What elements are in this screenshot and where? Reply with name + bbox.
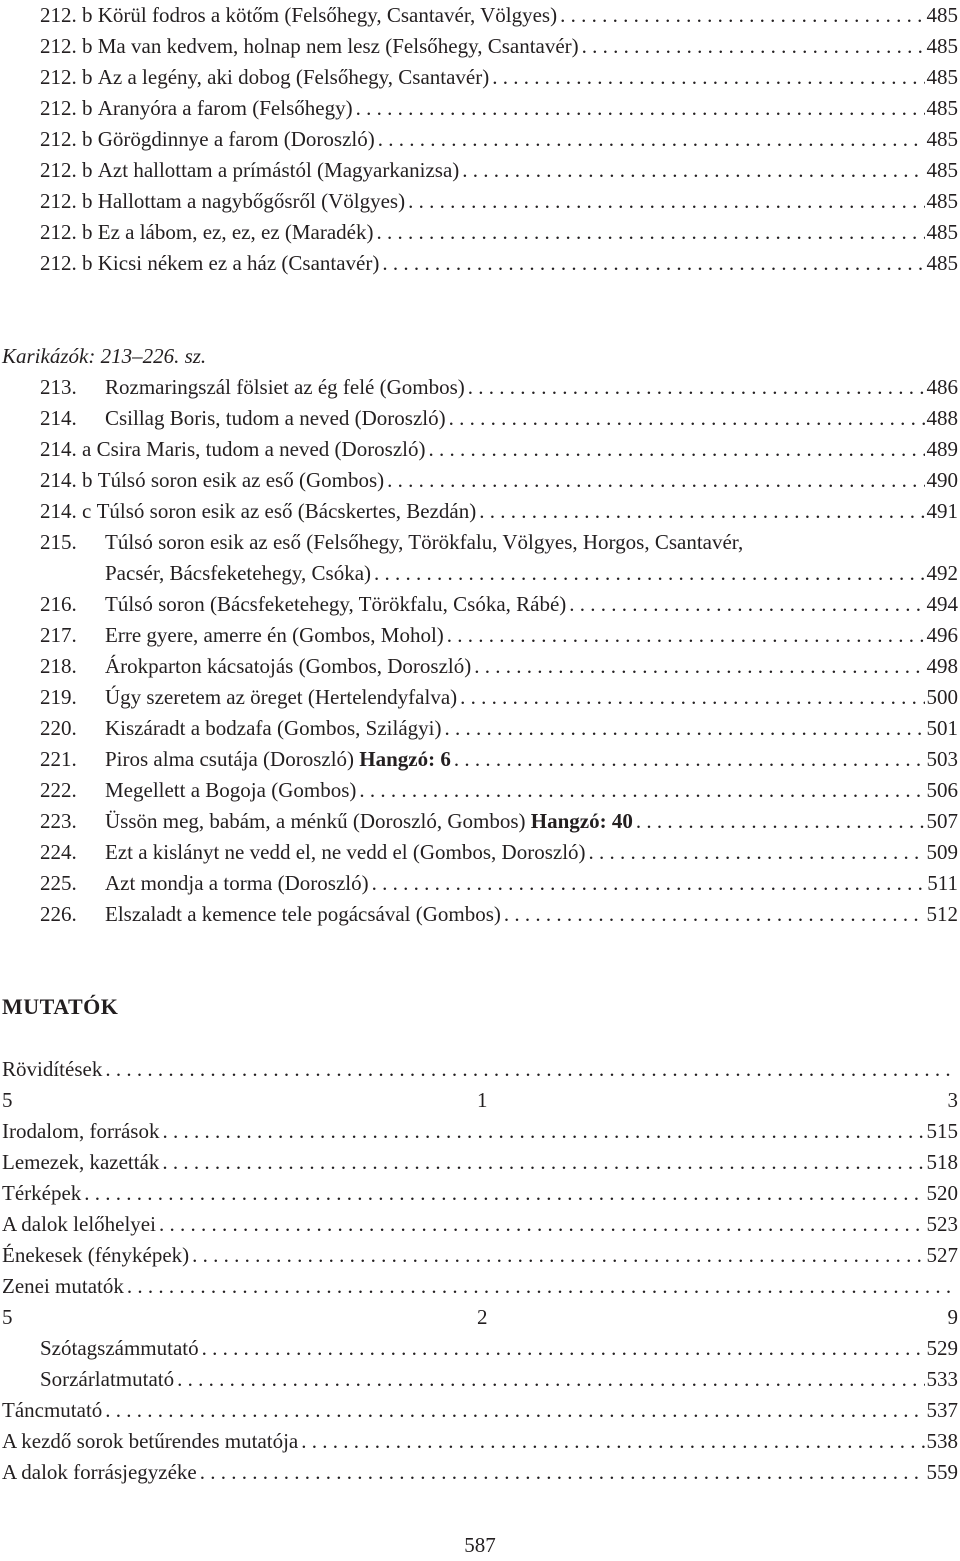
toc-entry xyxy=(2,1395,958,1426)
entry-page: 501 xyxy=(926,716,958,740)
entry-number: 212. b xyxy=(40,251,93,275)
toc-entry xyxy=(40,620,958,651)
leader-dots xyxy=(589,837,925,868)
entry-number: 223. xyxy=(40,809,77,833)
audio-reference: Hangzó: 6 xyxy=(359,747,451,771)
entry-page: 485 xyxy=(926,34,958,58)
page-digit: 1 xyxy=(477,1088,488,1112)
toc-entry xyxy=(2,1457,958,1488)
toc-entry xyxy=(40,1364,958,1395)
entry-title: Azt mondja a torma (Doroszló) xyxy=(105,871,369,895)
entry-page: 507 xyxy=(926,809,958,833)
entry-title: Zenei mutatók xyxy=(2,1274,124,1298)
toc-entry xyxy=(2,1116,958,1147)
toc-entry xyxy=(40,434,958,465)
toc-entry xyxy=(40,651,958,682)
leader-dots xyxy=(504,899,925,930)
leader-dots xyxy=(560,0,924,31)
entry-title: Piros alma csutája (Doroszló) xyxy=(105,747,355,771)
leader-dots xyxy=(408,186,924,217)
entry-title: Sorzárlatmutató xyxy=(40,1367,175,1391)
entry-number: 212. b xyxy=(40,3,93,27)
leader-dots xyxy=(162,1147,924,1178)
entry-page: 485 xyxy=(926,65,958,89)
toc-entry xyxy=(40,496,958,527)
toc-entry xyxy=(40,1333,958,1364)
entry-page: 500 xyxy=(926,685,958,709)
leader-dots xyxy=(429,434,925,465)
leader-dots xyxy=(200,1457,925,1488)
entry-page: 490 xyxy=(926,468,958,492)
section-label-karikazok: Karikázók: 213–226. sz. xyxy=(2,344,207,368)
entry-number: 212. b xyxy=(40,220,93,244)
entry-title: Csillag Boris, tudom a neved (Doroszló) xyxy=(105,406,446,430)
entry-title: Csira Maris, tudom a neved (Doroszló) xyxy=(96,437,426,461)
entry-page: 520 xyxy=(926,1181,958,1205)
toc-entry xyxy=(2,1147,958,1178)
toc-entry-continuation xyxy=(105,558,958,589)
toc-entry xyxy=(40,186,958,217)
entry-number: 212. b xyxy=(40,127,93,151)
page-digit: 5 xyxy=(2,1088,13,1112)
entry-title: Görögdinnye a farom (Doroszló) xyxy=(97,127,375,151)
leader-dots xyxy=(356,93,925,124)
entry-number: 212. b xyxy=(40,158,93,182)
leader-dots xyxy=(378,124,925,155)
toc-entry xyxy=(2,1426,958,1457)
entry-page: 485 xyxy=(926,3,958,27)
entry-page: 485 xyxy=(926,189,958,213)
toc-entry xyxy=(40,248,958,279)
entry-number: 220. xyxy=(40,716,77,740)
entry-title: Kiszáradt a bodzafa (Gombos, Szilágyi) xyxy=(105,716,442,740)
audio-reference: Hangzó: 40 xyxy=(530,809,633,833)
entry-number: 222. xyxy=(40,778,77,802)
toc-entry xyxy=(40,0,958,31)
leader-dots xyxy=(474,651,924,682)
toc-entry xyxy=(40,806,958,837)
entry-title: Túlsó soron esik az eső (Felsőhegy, Törökfalu, Völgyes, Horgos, Csantavér, xyxy=(105,530,744,554)
entry-title: Aranyóra a farom (Felsőhegy) xyxy=(97,96,353,120)
leader-dots xyxy=(374,558,924,589)
entry-page: 559 xyxy=(926,1460,958,1484)
leader-dots xyxy=(202,1333,925,1364)
entry-title: Ez a lábom, ez, ez, ez (Maradék) xyxy=(97,220,374,244)
leader-dots xyxy=(105,1054,956,1085)
leader-dots xyxy=(460,682,924,713)
entry-title: Énekesek (fényképek) xyxy=(2,1243,190,1267)
entry-title: Kicsi nékem ez a ház (Csantavér) xyxy=(97,251,380,275)
entry-page: 485 xyxy=(926,96,958,120)
entry-number: 218. xyxy=(40,654,77,678)
entry-title: Azt hallottam a prímástól (Magyarkanizsa) xyxy=(97,158,460,182)
entry-number: 224. xyxy=(40,840,77,864)
entry-page: 515 xyxy=(926,1119,958,1143)
toc-entry xyxy=(2,1209,958,1240)
page-digit: 3 xyxy=(947,1088,958,1112)
entry-title: Túlsó soron esik az eső (Bácskertes, Bezdán) xyxy=(96,499,477,523)
leader-dots xyxy=(382,248,924,279)
entry-number: 221. xyxy=(40,747,77,771)
toc-entry xyxy=(40,124,958,155)
toc-entry xyxy=(40,93,958,124)
entry-title: Hallottam a nagybőgősről (Völgyes) xyxy=(97,189,406,213)
entry-page: 518 xyxy=(926,1150,958,1174)
toc-entry xyxy=(40,31,958,62)
toc-entry xyxy=(40,837,958,868)
entry-page: 485 xyxy=(926,220,958,244)
toc-entry xyxy=(40,465,958,496)
entry-page: 523 xyxy=(926,1212,958,1236)
entry-page: 485 xyxy=(926,158,958,182)
entry-page: 496 xyxy=(926,623,958,647)
entry-page: 509 xyxy=(926,840,958,864)
entry-page: 486 xyxy=(926,375,958,399)
toc-entry xyxy=(40,589,958,620)
leader-dots xyxy=(468,372,925,403)
toc-entry xyxy=(2,1271,958,1302)
leader-dots xyxy=(84,1178,924,1209)
entry-title: Megellett a Bogoja (Gombos) xyxy=(105,778,357,802)
leader-dots xyxy=(301,1426,924,1457)
entry-number: 214. b xyxy=(40,468,93,492)
leader-dots xyxy=(372,868,926,899)
entry-number: 219. xyxy=(40,685,77,709)
entry-title: Túlsó soron esik az eső (Gombos) xyxy=(97,468,385,492)
leader-dots xyxy=(192,1240,924,1271)
entry-page: 527 xyxy=(926,1243,958,1267)
entry-title: Szótagszámmutató xyxy=(40,1336,199,1360)
toc-entry xyxy=(40,527,958,558)
entry-number: 212. b xyxy=(40,189,93,213)
toc-entry xyxy=(2,1054,958,1085)
toc-entry xyxy=(40,62,958,93)
entry-title: Rövidítések xyxy=(2,1057,103,1081)
entry-title: Ma van kedvem, holnap nem lesz (Felsőhegy, Csantavér) xyxy=(97,34,579,58)
entry-title: Térképek xyxy=(2,1181,82,1205)
page-digit: 9 xyxy=(947,1305,958,1329)
entry-title: Az a legény, aki dobog (Felsőhegy, Csantavér) xyxy=(97,65,490,89)
entry-title: Irodalom, források xyxy=(2,1119,160,1143)
toc-entry xyxy=(2,1240,958,1271)
toc-entry xyxy=(40,744,958,775)
toc-entry xyxy=(40,403,958,434)
toc-entry xyxy=(2,1178,958,1209)
toc-entry xyxy=(40,217,958,248)
leader-dots xyxy=(449,403,925,434)
entry-title: Úgy szeretem az öreget (Hertelendyfalva) xyxy=(105,685,458,709)
entry-title: A dalok lelőhelyei xyxy=(2,1212,156,1236)
entry-page: 533 xyxy=(926,1367,958,1391)
leader-dots xyxy=(127,1271,956,1302)
entry-page: 538 xyxy=(926,1429,958,1453)
toc-entry xyxy=(40,155,958,186)
entry-number: 215. xyxy=(40,530,77,554)
leader-dots xyxy=(162,1116,924,1147)
entry-page: 529 xyxy=(926,1336,958,1360)
entry-page: 494 xyxy=(926,592,958,616)
page-digit: 2 xyxy=(477,1305,488,1329)
entry-number: 216. xyxy=(40,592,77,616)
entry-title: Táncmutató xyxy=(2,1398,103,1422)
leader-dots xyxy=(492,62,924,93)
leader-dots xyxy=(479,496,924,527)
entry-page: 503 xyxy=(926,747,958,771)
entry-page: 489 xyxy=(926,437,958,461)
leader-dots xyxy=(387,465,924,496)
split-page-number xyxy=(2,1085,958,1116)
leader-dots xyxy=(462,155,924,186)
entry-page: 491 xyxy=(926,499,958,523)
entry-title: Árokparton kácsatojás (Gombos, Doroszló) xyxy=(105,654,472,678)
entry-number: 225. xyxy=(40,871,77,895)
entry-number: 214. a xyxy=(40,437,92,461)
toc-entry xyxy=(40,713,958,744)
section-heading-mutatok: MUTATÓK xyxy=(2,994,119,1019)
entry-title: Erre gyere, amerre én (Gombos, Mohol) xyxy=(105,623,444,647)
toc-entry xyxy=(40,775,958,806)
entry-number: 212. b xyxy=(40,65,93,89)
entry-page: 485 xyxy=(926,127,958,151)
entry-number: 212. b xyxy=(40,96,93,120)
entry-page: 512 xyxy=(926,902,958,926)
entry-number: 212. b xyxy=(40,34,93,58)
entry-number: 214. xyxy=(40,406,77,430)
leader-dots xyxy=(159,1209,925,1240)
entry-title: Rozmaringszál fölsiet az ég felé (Gombos) xyxy=(105,375,465,399)
entry-title: Üssön meg, babám, a ménkű (Doroszló, Gombos) xyxy=(105,809,526,833)
entry-number: 217. xyxy=(40,623,77,647)
entry-page: 488 xyxy=(926,406,958,430)
leader-dots xyxy=(582,31,925,62)
entry-title: Túlsó soron (Bácsfeketehegy, Törökfalu, Csóka, Rábé) xyxy=(105,592,567,616)
entry-title: Lemezek, kazetták xyxy=(2,1150,160,1174)
leader-dots xyxy=(177,1364,924,1395)
leader-dots xyxy=(444,713,924,744)
entry-title: Ezt a kislányt ne vedd el, ne vedd el (Gombos, Doroszló) xyxy=(105,840,586,864)
leader-dots xyxy=(569,589,924,620)
entry-page: 506 xyxy=(926,778,958,802)
entry-page: 492 xyxy=(926,561,958,585)
entry-title: A kezdő sorok betűrendes mutatója xyxy=(2,1429,299,1453)
toc-entry xyxy=(40,682,958,713)
leader-dots xyxy=(105,1395,924,1426)
entry-title: A dalok forrásjegyzéke xyxy=(2,1460,197,1484)
page-digit: 5 xyxy=(2,1305,13,1329)
entry-title-continuation: Pacsér, Bácsfeketehegy, Csóka) xyxy=(105,561,372,585)
entry-title: Körül fodros a kötőm (Felsőhegy, Csantavér, Völgyes) xyxy=(97,3,558,27)
leader-dots xyxy=(454,744,925,775)
leader-dots xyxy=(447,620,925,651)
toc-entry xyxy=(40,372,958,403)
entry-page: 485 xyxy=(926,251,958,275)
toc-entry xyxy=(40,868,958,899)
leader-dots xyxy=(377,217,925,248)
entry-number: 214. c xyxy=(40,499,92,523)
entry-number: 213. xyxy=(40,375,77,399)
entry-page: 498 xyxy=(926,654,958,678)
toc-entry xyxy=(40,899,958,930)
leader-dots xyxy=(359,775,924,806)
entry-page: 537 xyxy=(926,1398,958,1422)
entry-page: 511 xyxy=(927,871,958,895)
entry-number: 226. xyxy=(40,902,77,926)
page-number: 587 xyxy=(464,1533,496,1557)
split-page-number xyxy=(2,1302,958,1333)
leader-dots xyxy=(636,806,925,837)
entry-title: Elszaladt a kemence tele pogácsával (Gombos) xyxy=(105,902,501,926)
